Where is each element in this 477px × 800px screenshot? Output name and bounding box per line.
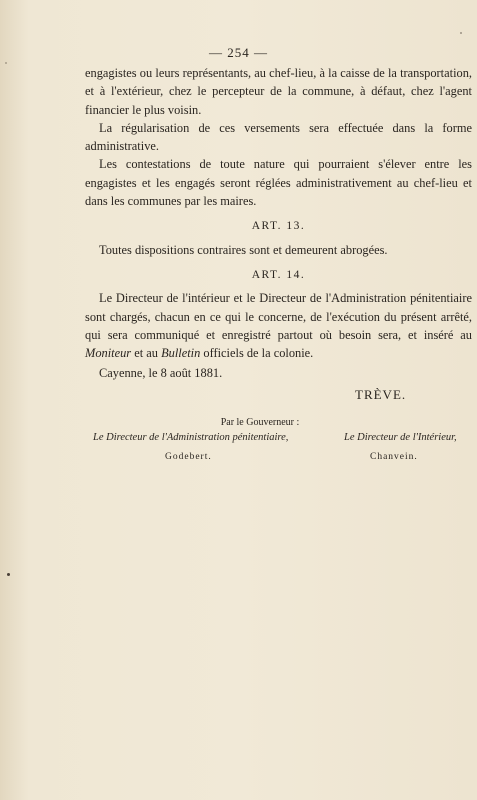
director-penitentiary-title: Le Directeur de l'Administration pénitentiaire, xyxy=(93,432,289,443)
paper-speck xyxy=(5,62,7,64)
director-interior-title: Le Directeur de l'Intérieur, xyxy=(344,432,457,443)
paragraph-execution xyxy=(85,289,472,362)
paragraph-regularisation: La régularisation de ces versements sera effectuée dans la forme administrative. xyxy=(85,120,472,154)
paragraph-contestations: Les contestations de toute nature qui pourraient s'élever entre les engagistes et les engagés seront réglées administrativement au chef-lieu et dans les communes par les maires. xyxy=(85,157,472,209)
execution-text-start: Le Directeur de l'intérieur et le Directeur de l'Administration pénitentiaire sont chargés, chacun en ce qui le concerne, de l'exécution du présent arrêté, qui sera communiqué et enregistré partout où besoin sera, et inséré au xyxy=(85,291,472,342)
date-line: Cayenne, le 8 août 1881. xyxy=(99,366,223,381)
execution-text-mid: et au xyxy=(131,346,162,361)
governor-signature: TRÈVE. xyxy=(355,387,407,402)
moniteur-title: Moniteur xyxy=(85,346,132,361)
article-13-heading: ART. 13. xyxy=(251,220,306,233)
execution-text-end: officiels de la colonie. xyxy=(200,346,314,361)
par-le-gouverneur: Par le Gouverneur : xyxy=(220,417,300,428)
director-penitentiary-name: Godebert. xyxy=(165,452,212,462)
document-body xyxy=(85,64,472,383)
bulletin-title: Bulletin xyxy=(161,346,201,361)
paper-speck xyxy=(7,573,10,576)
director-interior-name: Chanvein. xyxy=(370,452,418,462)
paragraph-abrogation: Toutes dispositions contraires sont et demeurent abrogées. xyxy=(99,242,388,257)
article-14-heading: ART. 14. xyxy=(251,268,306,281)
page-number: — 254 — xyxy=(209,45,268,60)
paragraph-payment-locations: engagistes ou leurs représentants, au chef-lieu, à la caisse de la transportation, et à l'extérieur, chez le percepteur de la commune, à défaut, chez l'agent financier le plus voisin. xyxy=(85,66,472,117)
paper-speck xyxy=(460,32,462,34)
